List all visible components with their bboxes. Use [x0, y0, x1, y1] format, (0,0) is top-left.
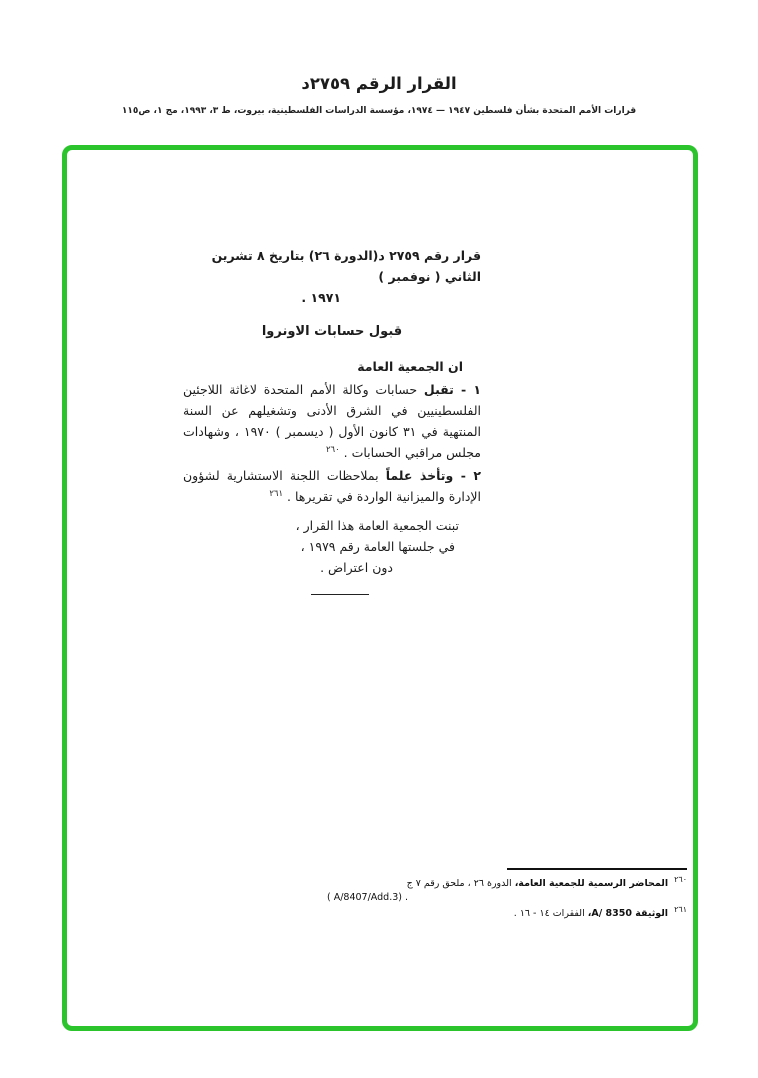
- paragraph-1-text: حسابات وكالة الأمم المتحدة لاغاثة اللاجئين الفلسطينيين في الشرق الأدنى وتشغيلهم عن السنة المنتهية في ٣١ كانون الأول ( ديسمبر ) ١٩٧٠ ، وشهادات مجلس مراقبي الحسابات .: [183, 382, 481, 460]
- footnote-261-text: الفقرات ١٤ - ١٦ .: [513, 908, 585, 919]
- paragraph-2-text: بملاحظات اللجنة الاستشارية لشؤون الإدارة والميزانية الواردة في تقريرها .: [183, 468, 481, 504]
- source-citation-line: قرارات الأمم المتحدة بشأن فلسطين ١٩٤٧ — ١٩٧٤، مؤسسة الدراسات الفلسطينية، بيروت، ط ٣، ١٩٩٣، مج ١، ص١١٥: [121, 106, 637, 116]
- footnotes-section: [319, 868, 687, 923]
- resolution-opening-phrase: ان الجمعية العامة: [357, 359, 463, 374]
- adoption-line-2: في جلستها العامة رقم ١٩٧٩ ،: [300, 539, 455, 554]
- footnote-260-source-title: المحاضر الرسمية للجمعية العامة،: [514, 878, 669, 889]
- footnote-260-document-reference: ( A/8407/Add.3) .: [327, 892, 409, 903]
- adoption-statement: [183, 515, 481, 578]
- resolution-heading-line-1: قرار رقم ٢٧٥٩ د(الدورة ٢٦) بتاريخ ٨ تشرين الثاني ( نوفمبر ): [211, 248, 481, 284]
- end-of-text-rule: [311, 594, 369, 595]
- footnote-260-number: ٢٦٠: [674, 874, 687, 884]
- resolution-heading-line-2: ١٩٧١ .: [301, 290, 341, 305]
- paragraph-1-lead: ١ - تقبل: [423, 382, 481, 397]
- footnote-261-number: ٢٦١: [674, 904, 687, 914]
- resolution-border-box: [62, 145, 698, 1031]
- resolution-body: [183, 245, 481, 595]
- paragraph-2-lead: ٢ - وتأخذ علماً: [385, 468, 481, 483]
- resolution-subject-heading: قبول حسابات الاونروا: [261, 324, 403, 339]
- footnote-260-text: الدورة ٢٦ ، ملحق رقم ٧ ج: [406, 878, 512, 889]
- footnote-reference-260: ٢٦٠: [325, 444, 340, 455]
- footnote-reference-261: ٢٦١: [269, 488, 284, 499]
- resolution-paragraph-2: [183, 465, 481, 507]
- footnote-261: [319, 904, 687, 921]
- footnote-separator-rule: [507, 868, 687, 870]
- footnote-260: [319, 874, 687, 905]
- adoption-line-1: تبنت الجمعية العامة هذا القرار ،: [295, 518, 459, 533]
- adoption-line-3: دون اعتراض .: [320, 560, 393, 575]
- footnote-261-document-number: الوثيقة A/ 8350،: [587, 908, 669, 919]
- resolution-paragraph-1: [183, 379, 481, 463]
- page-title: القرار الرقم ٢٧٥٩د: [301, 74, 457, 93]
